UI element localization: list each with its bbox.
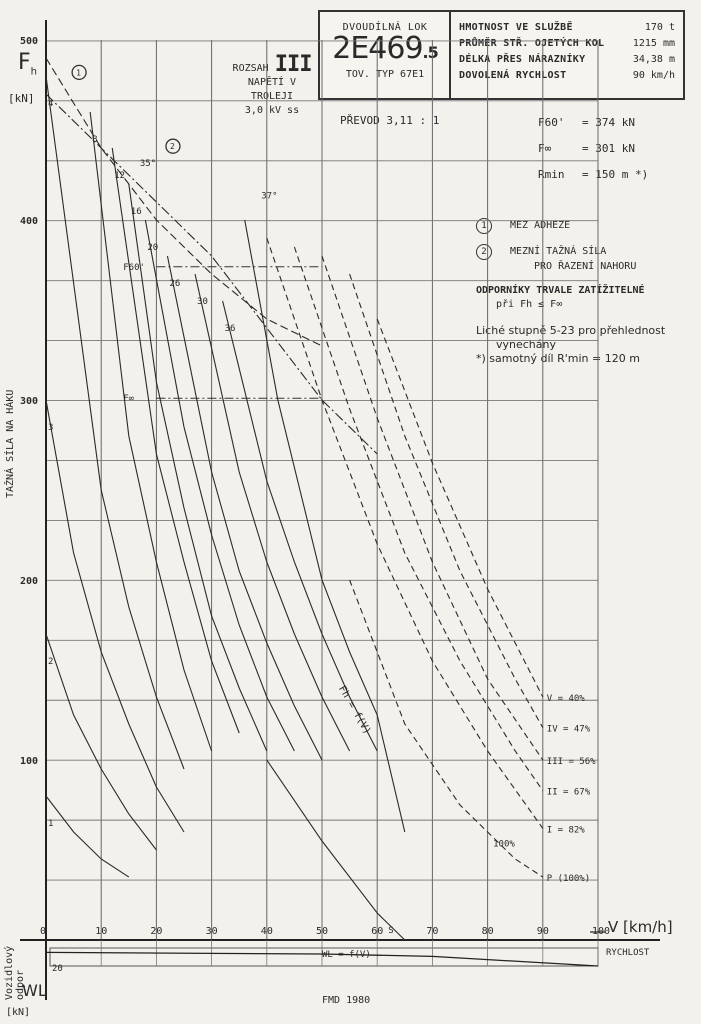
range-label: ROZSAH [232, 63, 269, 74]
resistors-condition: při Fh ≤ F∞ [496, 299, 563, 310]
speed-label: RYCHLOST [606, 948, 650, 958]
svg-text:II = 67%: II = 67% [546, 787, 591, 798]
spec-row: PRŮMĚR STŘ. OJETÝCH KOL 1215 mm [459, 38, 675, 49]
resistance-curve-label: WL = f(V) [322, 950, 371, 960]
odd-steps-note: Liché stupně 5-23 pro přehlednost [476, 324, 666, 337]
svg-text:III = 56%: III = 56% [546, 757, 596, 767]
svg-text:16: 16 [130, 207, 142, 217]
gear-ratio: PŘEVOD 3,11 : 1 [340, 114, 440, 127]
svg-text:30: 30 [197, 297, 208, 307]
legend-item-1: MEZ ADHEZE [510, 220, 571, 231]
svg-text:200: 200 [20, 576, 39, 587]
range-value: III [274, 52, 312, 77]
locomotive-type: DVOUDÍLNÁ LOK [342, 22, 428, 33]
svg-text:I = 82%: I = 82% [546, 825, 585, 836]
spec-row: HMOTNOST VE SLUŽBĚ 170 t [459, 22, 675, 33]
resistance-title: Vozidlový odpor [4, 945, 26, 1000]
svg-text:60: 60 [371, 926, 384, 937]
svg-text:300: 300 [20, 396, 39, 407]
svg-text:100: 100 [20, 756, 39, 767]
svg-text:26: 26 [169, 279, 181, 289]
svg-text:100%: 100% [493, 839, 515, 850]
chart-labels [20, 36, 610, 937]
odd-steps-note-line2: vynechány [496, 338, 557, 351]
factory-type: TOV. TYP 67E1 [345, 69, 425, 80]
svg-text:V = 40%: V = 40% [546, 694, 585, 704]
svg-text:37°: 37° [261, 191, 278, 202]
svg-text:90: 90 [536, 926, 549, 937]
y-axis-title: TAŽNÁ SÍLA NA HÁKU [5, 389, 16, 498]
svg-text:S: S [388, 925, 394, 936]
svg-text:Fh = f(V): Fh = f(V) [335, 684, 373, 737]
svg-text:36: 36 [224, 324, 236, 334]
svg-text:1: 1 [76, 68, 81, 78]
rmin-note: *) samotný díl R'min = 120 m [476, 352, 640, 365]
svg-text:400: 400 [20, 216, 39, 227]
legend-item-2-line2: PRO ŘAZENÍ NAHORU [534, 261, 637, 272]
svg-text:35°: 35° [139, 159, 157, 169]
svg-text:F∞: F∞ [123, 394, 135, 405]
svg-text:P (100%): P (100%) [546, 874, 591, 884]
spec-row: DÉLKA PŘES NÁRAZNÍKY 34,38 m [459, 54, 675, 65]
force-values: F60' = 374 kN F∞ = 301 kN Rmin = 150 m *) [538, 116, 649, 181]
svg-text:100: 100 [592, 926, 611, 937]
marker-2-icon: 2 [476, 244, 492, 260]
svg-text:F60': F60' [123, 262, 145, 273]
svg-text:12: 12 [114, 171, 126, 181]
resistors-note: ODPORNÍKY TRVALE ZATÍŽITELNÉ [476, 285, 645, 296]
credit: FMD 1980 [322, 995, 371, 1006]
chart-grid [20, 20, 660, 1000]
svg-text:2: 2 [169, 142, 175, 152]
svg-text:2: 2 [48, 657, 54, 667]
svg-text:20: 20 [150, 926, 163, 937]
resistance-unit: [kN] [6, 1007, 31, 1018]
svg-text:4: 4 [48, 99, 54, 109]
resistance-tick: 20 [52, 964, 63, 974]
svg-text:10: 10 [95, 926, 108, 937]
spec-row: DOVOLENÁ RYCHLOST 90 km/h [459, 70, 675, 81]
y-axis-unit: [kN] [8, 92, 35, 105]
resistance-symbol: WL [22, 981, 47, 1000]
voltage-label: NAPĚTÍ V TROLEJI [247, 77, 297, 102]
svg-text:30: 30 [205, 926, 218, 937]
svg-text:0: 0 [40, 926, 47, 937]
x-axis-title: V [km/h] [608, 918, 673, 936]
svg-text:500: 500 [20, 36, 39, 47]
svg-text:3: 3 [48, 423, 54, 433]
svg-text:8: 8 [92, 135, 98, 145]
svg-text:20: 20 [147, 243, 159, 253]
svg-text:80: 80 [481, 926, 494, 937]
svg-text:50: 50 [316, 926, 329, 937]
voltage-value: 3,0 kV ss [244, 105, 300, 116]
marker-1-icon: 1 [476, 218, 492, 234]
locomotive-model: 2E469.5 [332, 31, 438, 66]
legend-item-2: MEZNÍ TAŽNÁ SÍLA [510, 246, 607, 257]
svg-text:IV = 47%: IV = 47% [546, 724, 591, 735]
svg-text:1: 1 [48, 819, 54, 829]
svg-text:40: 40 [260, 926, 273, 937]
y-axis-symbol: $F_h$ [18, 50, 37, 78]
svg-text:70: 70 [426, 926, 439, 937]
